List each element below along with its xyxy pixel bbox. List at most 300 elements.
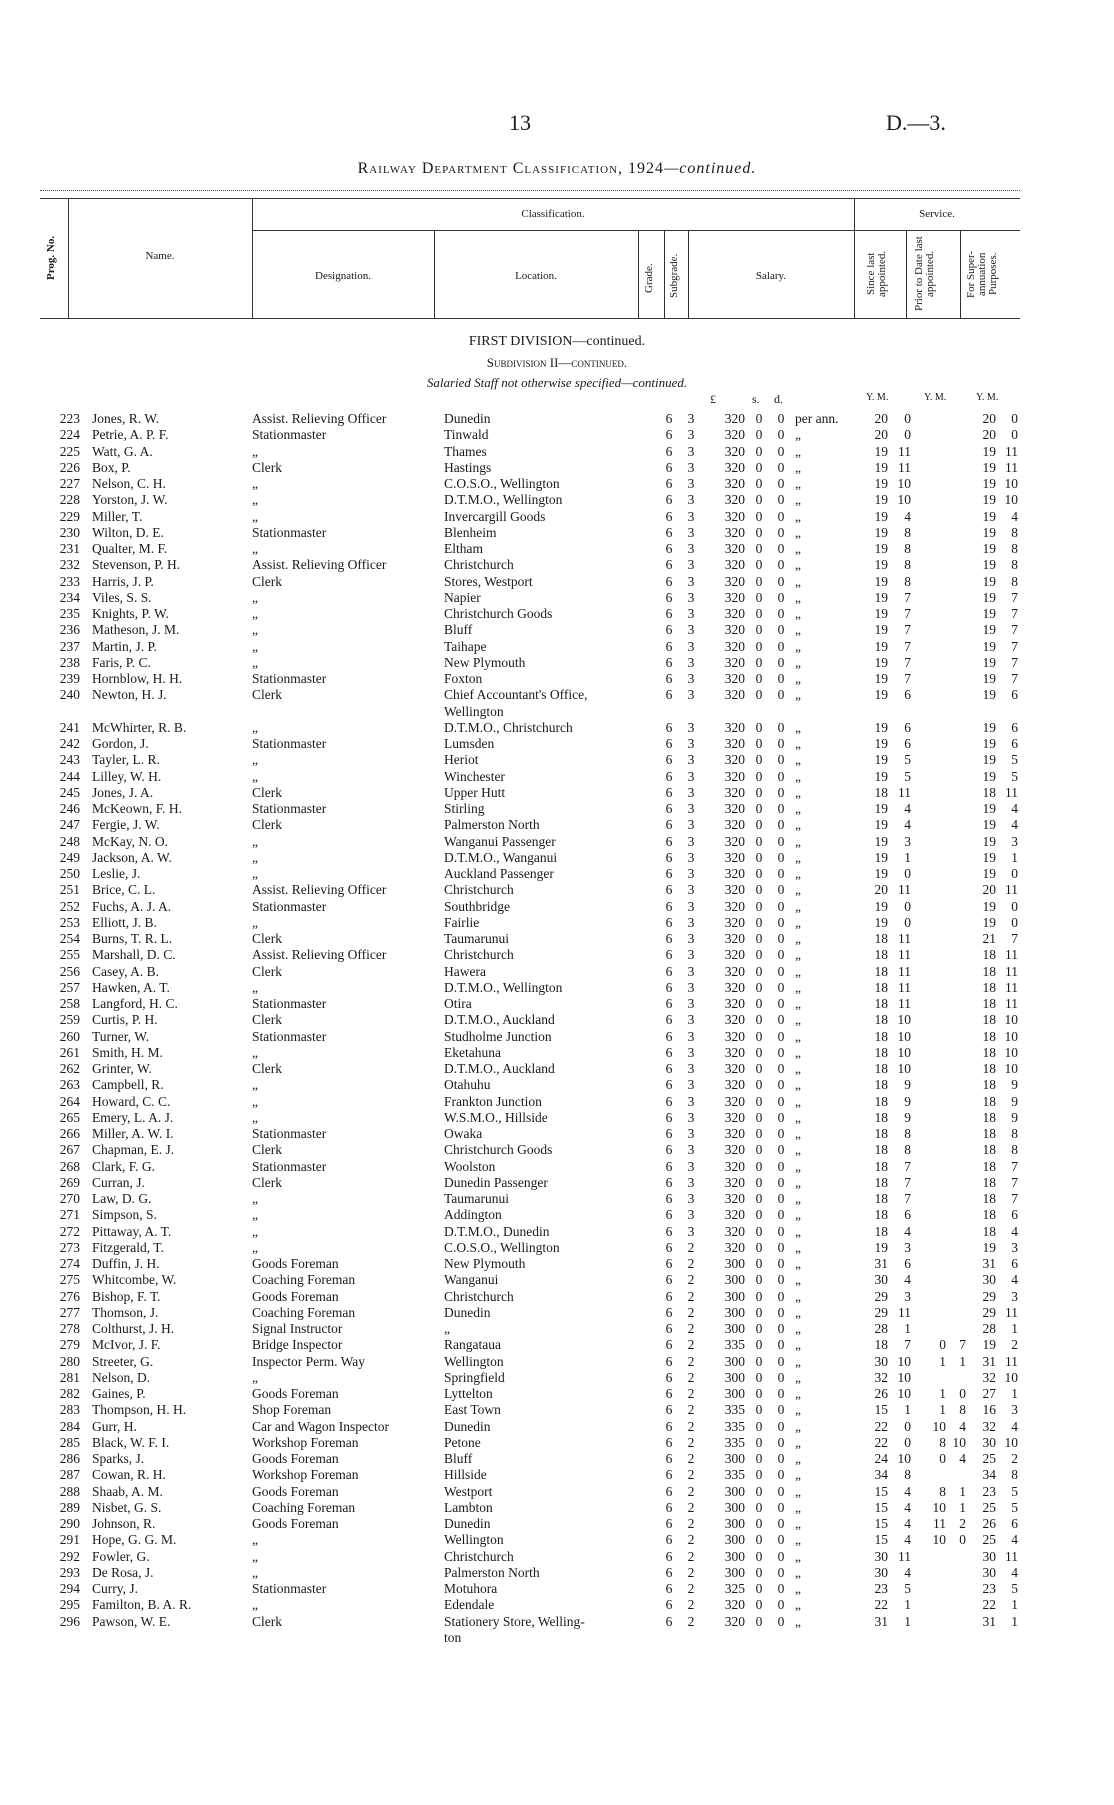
- cell-since-months: 8: [904, 1142, 911, 1158]
- cell-super-months: 0: [1011, 411, 1018, 426]
- cell-prog-no: 248: [59, 833, 80, 849]
- cell-salary-shillings: 0: [755, 1532, 763, 1548]
- cell-designation: Stationmaster: [252, 736, 327, 751]
- cell-name: Black, W. F. I.: [92, 1434, 170, 1450]
- cell-subgrade: 3: [687, 1223, 695, 1239]
- cell-super-months: 3: [1011, 833, 1018, 849]
- cell-salary-period: „: [795, 768, 801, 784]
- cell-since-months: 4: [904, 1516, 911, 1531]
- cell-since-months: 10: [897, 476, 911, 491]
- cell-salary-pounds: 320: [724, 638, 745, 654]
- cell-grade: 6: [665, 1581, 673, 1596]
- cell-since-years: 24: [874, 1451, 888, 1466]
- cell-designation: Clerk: [252, 784, 282, 800]
- cell-super-months: 8: [1011, 1467, 1018, 1483]
- cell-salary-pounds: 300: [724, 1483, 745, 1499]
- cell-since-months: 3: [904, 833, 911, 849]
- cell-salary-pence: 0: [777, 1239, 785, 1255]
- cell-since-months: 8: [904, 573, 911, 589]
- cell-subgrade: 3: [687, 541, 695, 556]
- cell-since-years: 18: [874, 1109, 888, 1125]
- cell-salary-period: „: [795, 1142, 801, 1158]
- cell-salary-shillings: 0: [755, 1272, 763, 1288]
- cell-location: Auckland Passenger: [444, 866, 554, 881]
- table-row: [40, 1419, 1020, 1435]
- cell-name: Jackson, A. W.: [92, 849, 172, 865]
- cell-since-years: 19: [874, 541, 888, 556]
- cell-salary-pounds: 320: [724, 719, 745, 735]
- cell-location: Winchester: [444, 768, 505, 784]
- cell-designation: „: [252, 1044, 258, 1060]
- cell-grade: 6: [665, 573, 673, 589]
- cell-super-years: 18: [982, 1061, 996, 1076]
- cell-name: Elliott, J. B.: [92, 914, 157, 930]
- cell-salary-period: „: [795, 736, 801, 751]
- cell-designation: „: [252, 606, 258, 621]
- cell-salary-pence: 0: [777, 1434, 785, 1450]
- cell-super-months: 8: [1011, 524, 1018, 540]
- cell-prog-no: 253: [59, 914, 80, 930]
- table-row: [40, 996, 1020, 1012]
- cell-subgrade: 2: [687, 1272, 695, 1288]
- cell-salary-pence: 0: [777, 589, 785, 605]
- cell-super-years: 19: [982, 557, 996, 573]
- cell-grade: 6: [665, 1158, 673, 1174]
- cell-salary-pounds: 320: [724, 963, 745, 979]
- cell-subgrade: 3: [687, 411, 695, 426]
- cell-location: Chief Accountant's Office,: [444, 687, 588, 703]
- cell-super-months: 11: [1005, 979, 1018, 995]
- cell-subgrade: 2: [687, 1532, 695, 1548]
- cell-name: Smith, H. M.: [92, 1044, 163, 1060]
- table-row: [40, 509, 1020, 525]
- cell-since-months: 4: [904, 508, 911, 524]
- cell-salary-pence: 0: [777, 1109, 785, 1125]
- cell-super-years: 21: [982, 931, 996, 946]
- cell-since-months: 7: [904, 1158, 911, 1174]
- table-row: [40, 980, 1020, 996]
- cell-designation: Inspector Perm. Way: [252, 1353, 366, 1369]
- cell-salary-shillings: 0: [755, 1256, 763, 1271]
- cell-super-years: 30: [982, 1548, 996, 1564]
- cell-salary-pence: 0: [777, 1044, 785, 1060]
- cell-super-years: 19: [982, 508, 996, 524]
- table-row: [40, 1061, 1020, 1077]
- cell-subgrade: 2: [687, 1337, 695, 1353]
- cell-super-years: 18: [982, 1191, 996, 1206]
- cell-name: Fuchs, A. J. A.: [92, 898, 172, 914]
- cell-grade: 6: [665, 898, 673, 914]
- cell-since-months: 4: [904, 1272, 911, 1288]
- cell-location: Palmerston North: [444, 817, 540, 833]
- cell-location: Bluff: [444, 1451, 473, 1466]
- cell-super-years: 19: [982, 1239, 996, 1255]
- cell-since-years: 20: [874, 427, 888, 443]
- cell-prog-no: 262: [59, 1061, 80, 1076]
- subdivision-heading: Subdivision II—continued.: [486, 355, 628, 370]
- cell-salary-pence: 0: [777, 996, 785, 1011]
- cell-salary-shillings: 0: [755, 524, 763, 540]
- cell-grade: 6: [665, 1418, 673, 1434]
- cell-salary-shillings: 0: [755, 833, 763, 849]
- table-row: [40, 817, 1020, 833]
- cell-prog-no: 259: [59, 1012, 80, 1028]
- cell-subgrade: 3: [687, 801, 695, 816]
- cell-location: Owaka: [444, 1126, 483, 1141]
- cell-super-years: 25: [982, 1532, 996, 1548]
- cell-salary-pence: 0: [777, 1158, 785, 1174]
- cell-salary-period: „: [795, 1304, 801, 1320]
- cell-salary-shillings: 0: [755, 443, 763, 459]
- cell-prior-months: 4: [959, 1451, 966, 1466]
- cell-super-years: 18: [982, 1044, 996, 1060]
- cell-salary-period: „: [795, 1467, 801, 1483]
- cell-super-years: 20: [982, 411, 996, 426]
- cell-since-months: 1: [904, 849, 911, 865]
- cell-designation: Stationmaster: [252, 671, 327, 686]
- cell-name: Faris, P. C.: [92, 654, 151, 670]
- cell-prog-no: 270: [59, 1191, 80, 1206]
- cell-salary-shillings: 0: [755, 1369, 763, 1385]
- cell-name: Casey, A. B.: [92, 963, 159, 979]
- cell-salary-shillings: 0: [755, 963, 763, 979]
- cell-location: C.O.S.O., Wellington: [444, 476, 560, 491]
- cell-salary-period: „: [795, 1288, 801, 1304]
- cell-salary-pence: 0: [777, 752, 785, 768]
- cell-salary-shillings: 0: [755, 1174, 763, 1190]
- cell-super-months: 0: [1011, 866, 1018, 881]
- cell-designation: Goods Foreman: [252, 1386, 339, 1401]
- cell-salary-period: „: [795, 1012, 801, 1028]
- cell-prior-years: 1: [939, 1386, 946, 1401]
- cell-prog-no: 287: [59, 1467, 80, 1483]
- cell-salary-pounds: 320: [724, 573, 745, 589]
- cell-since-months: 4: [904, 1499, 911, 1515]
- cell-grade: 6: [665, 801, 673, 816]
- cell-super-months: 4: [1011, 817, 1018, 833]
- cell-designation: Assist. Relieving Officer: [252, 557, 387, 573]
- cell-subgrade: 3: [687, 589, 695, 605]
- cell-since-months: 0: [904, 866, 911, 881]
- cell-salary-pounds: 320: [724, 541, 745, 556]
- cell-location: Studholme Junction: [444, 1028, 552, 1044]
- cell-salary-pounds: 320: [724, 1207, 745, 1223]
- cell-location: Bluff: [444, 622, 473, 638]
- table-row: [40, 1029, 1020, 1045]
- cell-since-years: 29: [874, 1304, 888, 1320]
- cell-prog-no: 284: [59, 1418, 80, 1434]
- cell-since-years: 18: [874, 1174, 888, 1190]
- cell-since-years: 19: [874, 736, 888, 751]
- cell-grade: 6: [665, 1304, 673, 1320]
- cell-salary-period: „: [795, 898, 801, 914]
- cell-subgrade: 3: [687, 638, 695, 654]
- cell-subgrade: 3: [687, 524, 695, 540]
- cell-subgrade: 3: [687, 947, 695, 963]
- cell-designation: Assist. Relieving Officer: [252, 947, 387, 963]
- cell-salary-pounds: 300: [724, 1304, 745, 1320]
- cell-salary-pence: 0: [777, 1516, 785, 1531]
- cell-salary-pounds: 300: [724, 1564, 745, 1580]
- cell-salary-pounds: 300: [724, 1499, 745, 1515]
- table-row: [40, 687, 1020, 703]
- cell-salary-pounds: 320: [724, 833, 745, 849]
- cell-designation: „: [252, 1077, 258, 1093]
- cell-since-months: 8: [904, 557, 911, 573]
- cell-salary-pounds: 320: [724, 898, 745, 914]
- cell-salary-shillings: 0: [755, 1223, 763, 1239]
- cell-salary-shillings: 0: [755, 1353, 763, 1369]
- table-row: [40, 1077, 1020, 1093]
- cell-prog-no: 295: [59, 1597, 80, 1613]
- table-row: [40, 1435, 1020, 1451]
- cell-since-years: 20: [874, 882, 888, 898]
- cell-name: Emery, L. A. J.: [92, 1109, 174, 1125]
- cell-grade: 6: [665, 638, 673, 654]
- cell-super-years: 19: [982, 752, 996, 768]
- cell-prior-months: 0: [959, 1386, 966, 1401]
- cell-prior-months: 4: [959, 1418, 966, 1434]
- cell-name: Matheson, J. M.: [92, 622, 180, 638]
- cell-grade: 6: [665, 508, 673, 524]
- cell-super-months: 1: [1011, 1321, 1018, 1336]
- cell-since-years: 19: [874, 833, 888, 849]
- cell-grade: 6: [665, 1548, 673, 1564]
- cell-salary-shillings: 0: [755, 1126, 763, 1141]
- cell-since-months: 5: [904, 752, 911, 768]
- cell-salary-pounds: 320: [724, 817, 745, 833]
- cell-salary-pounds: 320: [724, 1158, 745, 1174]
- cell-since-months: 3: [904, 1239, 911, 1255]
- cell-salary-shillings: 0: [755, 492, 763, 508]
- cell-since-months: 10: [897, 1386, 911, 1401]
- cell-salary-shillings: 0: [755, 768, 763, 784]
- cell-salary-shillings: 0: [755, 557, 763, 573]
- cell-salary-period: „: [795, 1402, 801, 1418]
- table-row: [40, 1321, 1020, 1337]
- cell-location: W.S.M.O., Hillside: [444, 1109, 548, 1125]
- table-row: [40, 1630, 1020, 1646]
- cell-location: Stores, Westport: [444, 573, 533, 589]
- cell-grade: 6: [665, 1597, 673, 1613]
- table-row: [40, 1256, 1020, 1272]
- cell-designation: „: [252, 768, 258, 784]
- table-row: [40, 1565, 1020, 1581]
- cell-salary-shillings: 0: [755, 1191, 763, 1206]
- cell-since-years: 19: [874, 476, 888, 491]
- cell-grade: 6: [665, 1337, 673, 1353]
- cell-super-years: 19: [982, 687, 996, 703]
- cell-name: Jones, J. A.: [92, 784, 154, 800]
- cell-super-months: 3: [1011, 1239, 1018, 1255]
- cell-salary-period: „: [795, 996, 801, 1011]
- cell-subgrade: 3: [687, 833, 695, 849]
- cell-salary-pounds: 300: [724, 1369, 745, 1385]
- cell-salary-period: „: [795, 573, 801, 589]
- cell-salary-shillings: 0: [755, 1386, 763, 1401]
- cell-super-months: 7: [1011, 606, 1018, 621]
- cell-salary-period: „: [795, 963, 801, 979]
- units-super-ym: Y. M.: [976, 392, 999, 403]
- cell-subgrade: 3: [687, 687, 695, 703]
- cell-super-years: 34: [982, 1467, 996, 1483]
- cell-prior-months: 1: [959, 1499, 966, 1515]
- cell-super-months: 7: [1011, 931, 1018, 946]
- cell-super-years: 18: [982, 1126, 996, 1141]
- cell-super-months: 8: [1011, 573, 1018, 589]
- cell-subgrade: 3: [687, 606, 695, 621]
- cell-since-years: 18: [874, 1158, 888, 1174]
- cell-salary-shillings: 0: [755, 947, 763, 963]
- cell-prog-no: 285: [59, 1434, 80, 1450]
- cell-grade: 6: [665, 963, 673, 979]
- cell-designation: Signal Instructor: [252, 1321, 343, 1336]
- cell-salary-period: „: [795, 1386, 801, 1401]
- cell-salary-pounds: 325: [724, 1581, 745, 1596]
- cell-super-months: 4: [1011, 508, 1018, 524]
- cell-super-months: 7: [1011, 622, 1018, 638]
- cell-prog-no: 282: [59, 1386, 80, 1401]
- cell-prog-no: 280: [59, 1353, 80, 1369]
- cell-salary-pounds: 320: [724, 849, 745, 865]
- cell-designation: „: [252, 1109, 258, 1125]
- cell-salary-period: per ann.: [795, 411, 839, 426]
- cell-salary-pence: 0: [777, 963, 785, 979]
- cell-designation: „: [252, 1093, 258, 1109]
- cell-salary-period: „: [795, 589, 801, 605]
- cell-subgrade: 3: [687, 996, 695, 1011]
- cell-grade: 6: [665, 492, 673, 508]
- cell-salary-shillings: 0: [755, 654, 763, 670]
- cell-location: „: [444, 1321, 450, 1336]
- cell-name: Cowan, R. H.: [92, 1467, 166, 1483]
- cell-super-years: 31: [982, 1353, 996, 1369]
- cell-since-years: 20: [874, 411, 888, 426]
- cell-salary-shillings: 0: [755, 1207, 763, 1223]
- cell-prior-years: 10: [932, 1418, 946, 1434]
- table-row: [40, 411, 1020, 427]
- cell-salary-shillings: 0: [755, 784, 763, 800]
- cell-salary-pounds: 300: [724, 1532, 745, 1548]
- cell-prior-years: 0: [939, 1451, 946, 1466]
- cell-salary-period: „: [795, 671, 801, 686]
- cell-grade: 6: [665, 752, 673, 768]
- cell-name: Hornblow, H. H.: [92, 671, 183, 686]
- cell-subgrade: 3: [687, 622, 695, 638]
- cell-prior-months: 1: [959, 1483, 966, 1499]
- cell-grade: 6: [665, 849, 673, 865]
- cell-salary-shillings: 0: [755, 719, 763, 735]
- cell-since-months: 7: [904, 671, 911, 686]
- cell-since-months: 4: [904, 1483, 911, 1499]
- cell-super-years: 19: [982, 768, 996, 784]
- cell-salary-shillings: 0: [755, 882, 763, 898]
- cell-location: Hillside: [444, 1467, 487, 1483]
- cell-salary-pence: 0: [777, 1304, 785, 1320]
- cell-super-years: 30: [982, 1272, 996, 1288]
- table-row: [40, 1305, 1020, 1321]
- cell-super-months: 11: [1005, 996, 1018, 1011]
- cell-name: Lilley, W. H.: [92, 768, 162, 784]
- cell-salary-pounds: 320: [724, 427, 745, 443]
- cell-prog-no: 234: [59, 589, 80, 605]
- cell-grade: 6: [665, 866, 673, 881]
- cell-salary-pence: 0: [777, 931, 785, 946]
- cell-super-years: 19: [982, 524, 996, 540]
- cell-salary-shillings: 0: [755, 849, 763, 865]
- cell-subgrade: 3: [687, 1109, 695, 1125]
- cell-since-months: 0: [904, 1434, 911, 1450]
- cell-salary-shillings: 0: [755, 817, 763, 833]
- cell-since-months: 11: [898, 963, 911, 979]
- cell-prog-no: 239: [59, 671, 80, 686]
- cell-grade: 6: [665, 1272, 673, 1288]
- cell-designation: „: [252, 476, 258, 491]
- table-row: [40, 606, 1020, 622]
- cell-location: Dunedin: [444, 1516, 491, 1531]
- cell-name: Langford, H. C.: [92, 996, 178, 1011]
- cell-designation: „: [252, 849, 258, 865]
- cell-prog-no: 237: [59, 638, 80, 654]
- cell-super-years: 26: [982, 1516, 996, 1531]
- cell-location: Stationery Store, Welling-: [444, 1613, 585, 1629]
- cell-since-years: 18: [874, 1077, 888, 1093]
- cell-name: Curry, J.: [92, 1581, 138, 1596]
- cell-location: Hastings: [444, 459, 492, 475]
- cell-location: Christchurch: [444, 947, 514, 963]
- cell-salary-pence: 0: [777, 1012, 785, 1028]
- cell-name: Clark, F. G.: [92, 1158, 156, 1174]
- cell-super-months: 1: [1011, 849, 1018, 865]
- cell-designation: „: [252, 914, 258, 930]
- cell-subgrade: 2: [687, 1581, 695, 1596]
- table-row: [40, 622, 1020, 638]
- cell-designation: Coaching Foreman: [252, 1499, 356, 1515]
- cell-name: Jones, R. W.: [92, 411, 160, 426]
- units-pound: £: [710, 392, 716, 406]
- cell-since-years: 19: [874, 914, 888, 930]
- cell-grade: 6: [665, 1126, 673, 1141]
- cell-prog-no: 245: [59, 784, 80, 800]
- cell-name: Chapman, E. J.: [92, 1142, 175, 1158]
- cell-prog-no: 269: [59, 1174, 80, 1190]
- cell-salary-pence: 0: [777, 1581, 785, 1596]
- table-row: [40, 1289, 1020, 1305]
- cell-super-years: 18: [982, 1207, 996, 1223]
- cell-salary-pence: 0: [777, 524, 785, 540]
- table-row: [40, 915, 1020, 931]
- cell-since-years: 18: [874, 931, 888, 946]
- cell-super-months: 6: [1011, 1516, 1018, 1531]
- cell-since-months: 7: [904, 638, 911, 654]
- cell-name: Miller, A. W. I.: [92, 1126, 174, 1141]
- cell-subgrade: 3: [687, 784, 695, 800]
- cell-super-months: 5: [1011, 1483, 1018, 1499]
- cell-salary-pence: 0: [777, 1402, 785, 1418]
- cell-prog-no: 286: [59, 1451, 80, 1466]
- cell-since-years: 23: [874, 1581, 888, 1596]
- cell-salary-shillings: 0: [755, 914, 763, 930]
- cell-since-years: 19: [874, 768, 888, 784]
- cell-name: Brice, C. L.: [92, 882, 156, 898]
- cell-salary-shillings: 0: [755, 541, 763, 556]
- cell-salary-period: „: [795, 1548, 801, 1564]
- cell-super-months: 1: [1011, 1613, 1018, 1629]
- cell-since-years: 30: [874, 1564, 888, 1580]
- cell-since-months: 11: [898, 996, 911, 1011]
- cell-since-years: 19: [874, 589, 888, 605]
- cell-since-years: 22: [874, 1418, 888, 1434]
